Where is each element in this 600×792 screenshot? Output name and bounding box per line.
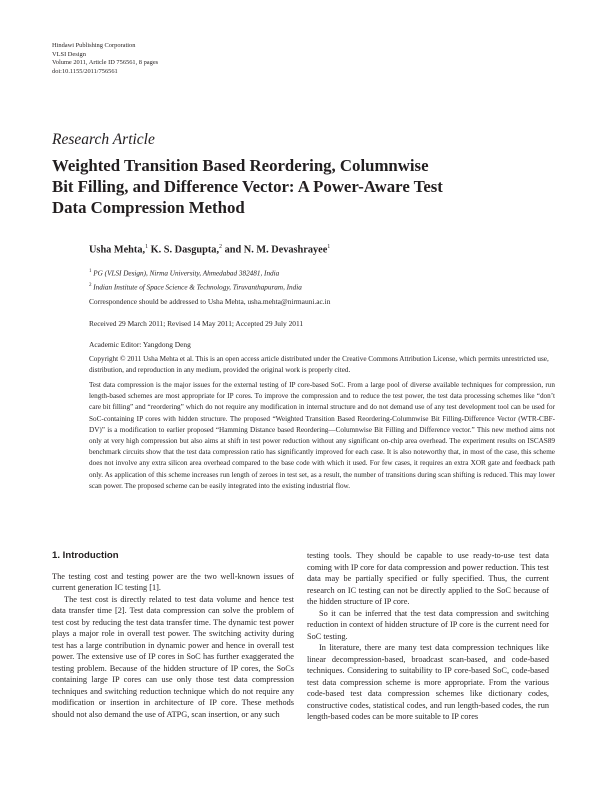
journal-header	[52, 42, 158, 76]
affiliation: $^1$ PG (VLSI Design), Nirma University, Ahmedabad 382481, India	[89, 269, 280, 278]
publisher-line: Hindawi Publishing Corporation	[52, 42, 136, 49]
correspondence: Correspondence should be addressed to Usha Mehta, usha.mehta@nirmauni.ac.in	[89, 297, 331, 306]
article-type: Research Article	[52, 131, 155, 148]
affiliations	[89, 266, 555, 294]
author-affil-mark: 1	[145, 244, 149, 250]
paragraph: The test cost is directly related to test data volume and hence test data transfer time [2]. Test data compression can solve the problem of test cost by reducing the test data transfer time. The dynamic test power plays a major role in overall test power. The switching activity during test has a large contribution in dynamic power and hence in overall test power. The extensive use of IP cores in SoC has further exaggerated the testing problem. Because of the hidden structure of IP cores, the SoCs containing large IP cores can use only those test data compression techniques and switching reduction technique which do not require any modification or insertion in architecture of IP core. These methods should not also demand the use of ATPG, scan insertion, or any such	[52, 594, 294, 719]
doi-line: doi:10.1155/2011/756561	[52, 67, 118, 75]
publication-dates: Received 29 March 2011; Revised 14 May 2011; Accepted 29 July 2011	[89, 319, 304, 328]
paragraph: In literature, there are many test data compression techniques like linear decompression-based, broadcast scan-based, and code-based techniques. Considering to suitability to IP core-based SoC, code-based test data compression scheme is more appropriate. From the various code-based test data compression schemes like dictionary codes, constructive codes, statistical codes, and run length-based codes, the run length-based codes can be more suitable to IP cores	[307, 643, 549, 721]
author-list	[89, 244, 555, 255]
title-line-2: Bit Filling, and Difference Vector: A Power-Aware Test	[52, 177, 443, 196]
title-line-3: Data Compression Method	[52, 198, 245, 217]
paper-title	[52, 155, 492, 218]
author-name: Usha Mehta,	[89, 244, 146, 256]
abstract: Test data compression is the major issues for the external testing of IP core-based SoC. From a large pool of diverse available techniques for compression, run length-based schemes are most appropriate for IP cores. To improve the compression and to reduce the test power, the test data processing schemes like “don’t care bit filling” and “reordering” which do not require any modification in internal structure and do not demand use of any test development tool can be used for SoC-containing IP cores with hidden structure. The proposed “Weighted Transition Based Reordering-Columnwise Bit Filling-Difference Vector (WTR-CBF-DV)” is a modification to earlier proposed “Hamming Distance based Reordering—Columnwise Bit Filling and Difference vector.” This new method aims not only at very high compression but also aims at shift in test power reduction without any significant on-chip area overhead. The experiment results on ISCAS89 benchmark circuits show that the test data compression ratio has significantly improved for each case. It is also noteworthy that, in most of the case, this scheme does not involve any extra silicon area overhead compared to the base code with which it used. For few cases, it requires an extra XOR gate and feedback path only. As application of this scheme increases run length of zeroes in test set, as a result, the number of transitions during scan shifting is reduced. This may lower scan power. The proposed scheme can be easily integrated into the existing industrial flow.	[89, 381, 555, 490]
author-name: and N. M. Devashrayee	[222, 244, 328, 256]
section-heading: 1. Introduction	[52, 550, 119, 561]
affiliation: $^2$ Indian Institute of Space Science & Technology, Tiruvanthapuram, India	[89, 282, 302, 292]
author-name: K. S. Dasgupta,	[148, 244, 220, 256]
paragraph: The testing cost and testing power are the two well-known issues of current generation IC testing [1].	[52, 571, 294, 592]
volume-line: Volume 2011, Article ID 756561, 8 pages	[52, 59, 159, 67]
title-line-1: Weighted Transition Based Reordering, Columnwise	[52, 156, 429, 175]
academic-editor: Academic Editor: Yangdong Deng	[89, 340, 191, 349]
paragraph: So it can be inferred that the test data compression and switching reduction in context of hidden structure of IP core is the current need for SoC testing.	[307, 608, 549, 641]
journal-name: VLSI Design	[52, 50, 86, 58]
paragraph: testing tools. They should be capable to use ready-to-use test data coming with IP core for data compression and power reduction. This test data may be partially specified or fully specified. Thus, the current research on IC testing can not be directly applied to the SoC because of the hidden structure of IP core.	[307, 551, 549, 606]
author-affil-mark: 2	[219, 244, 223, 250]
right-column	[307, 550, 549, 723]
copyright-notice: Copyright © 2011 Usha Mehta et al. This is an open access article distributed under the Creative Commons Attribution License, which permits unrestricted use, distribution, and reproduction in any medium, provided the original work is properly cited.	[89, 355, 549, 374]
author-affil-mark: 1	[327, 244, 331, 250]
left-column	[52, 550, 294, 720]
